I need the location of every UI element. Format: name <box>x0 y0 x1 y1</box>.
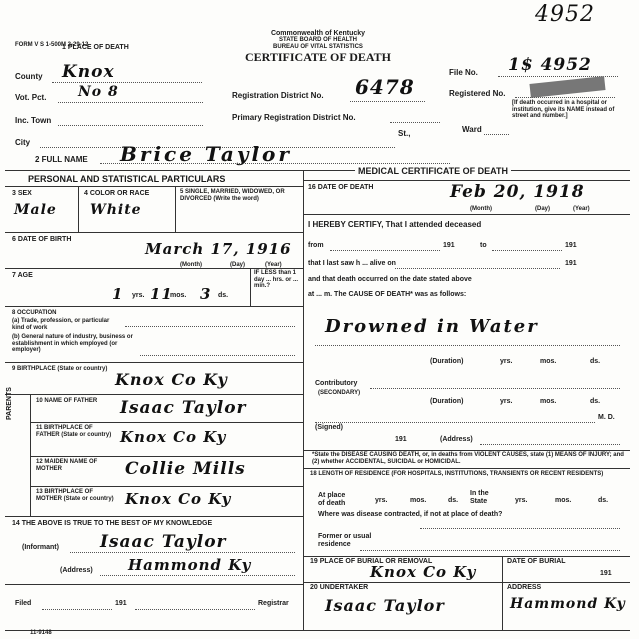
certify-text: I HEREBY CERTIFY, That I attended deceased <box>308 220 482 229</box>
burial-place-value: Knox Co Ky <box>370 563 477 581</box>
residence-mos-2: mos. <box>555 497 572 504</box>
if-less-note: IF LESS than 1 day ... hrs. or ... min.? <box>254 270 299 290</box>
cause-footnote: *State the DISEASE CAUSING DEATH, or, in deaths from VIOLENT CAUSES, state (1) MEANS OF INJURY; and (2) whether ACCIDENTAL, SUICIDAL or HOMICIDAL. <box>312 452 624 465</box>
marital-label: 5 SINGLE, MARRIED, WIDOWED, OR DIVORCED (Write the word) <box>180 189 285 202</box>
color-label: 4 COLOR OR RACE <box>84 190 150 197</box>
primary-registration-label: Primary Registration District No. <box>232 113 356 122</box>
death-day-caption: (Day) <box>535 206 551 212</box>
full-name-value: Brice Taylor <box>120 142 292 166</box>
duration-yrs-1: yrs. <box>500 358 513 365</box>
registered-no-scribble <box>529 76 605 98</box>
from-year: 191 <box>443 242 455 249</box>
informant-value: Isaac Taylor <box>100 532 227 552</box>
duration-mos-1: mos. <box>540 358 557 365</box>
filed-year: 191 <box>115 600 127 607</box>
to-year: 191 <box>565 242 577 249</box>
inc-town-label: Inc. Town <box>15 116 52 125</box>
duration-ds-1: ds. <box>590 358 601 365</box>
duration-mos-2: mos. <box>540 398 557 405</box>
sex-value: Male <box>14 202 57 218</box>
mother-birthplace-value: Knox Co Ky <box>125 490 232 508</box>
undertaker-address-value: Hammond Ky <box>510 596 626 612</box>
footer-code: 11-9148 <box>30 630 52 636</box>
county-value: Knox <box>62 62 115 82</box>
medical-heading: MEDICAL CERTIFICATE OF DEATH <box>355 166 511 176</box>
undertaker-label: 20 UNDERTAKER <box>310 584 369 591</box>
occupation-a: (a) Trade, profession, or particular kind of work <box>12 318 110 331</box>
signed-year: 191 <box>395 436 407 443</box>
street-label: St., <box>398 129 411 138</box>
dob-month-caption: (Month) <box>180 262 202 268</box>
birthplace-value: Knox Co Ky <box>115 370 228 389</box>
file-no-value: 1$ 4952 <box>508 55 592 75</box>
last-saw-year: 191 <box>565 260 577 267</box>
medical-address-label: (Address) <box>440 436 473 443</box>
full-name-label: 2 FULL NAME <box>35 155 88 164</box>
age-years: 1 <box>112 285 124 303</box>
place-of-death-heading: 1 PLACE OF DEATH <box>62 44 129 51</box>
file-no-label: File No. <box>449 68 478 77</box>
burial-place-label: 19 PLACE OF BURIAL OR REMOVAL <box>310 558 433 565</box>
occupation-label: 8 OCCUPATION <box>12 310 57 316</box>
age-label: 7 AGE <box>12 272 33 279</box>
registered-no-label: Registered No. <box>449 89 506 98</box>
date-of-death-label: 16 DATE OF DEATH <box>308 184 374 191</box>
md-label: M. D. <box>598 414 615 421</box>
vot-pct-value: No 8 <box>78 84 119 100</box>
registration-district-label: Registration District No. <box>232 91 324 100</box>
dob-label: 6 DATE OF BIRTH <box>12 236 72 243</box>
from-label: from <box>308 242 324 249</box>
to-label: to <box>480 242 487 249</box>
at-place-label: At place of death <box>318 492 346 507</box>
dob-year-caption: (Year) <box>265 262 282 268</box>
residence-yrs-1: yrs. <box>375 497 388 504</box>
mother-birthplace-label: 13 BIRTHPLACE OF MOTHER (State or country) <box>36 489 114 502</box>
hospital-note: [If death occurred in a hospital or institution, give its NAME instead of street and number.] <box>512 100 615 120</box>
age-mos-unit: mos. <box>170 292 187 299</box>
death-occurred-text: and that death occurred on the date stated above <box>308 276 472 283</box>
last-saw-label: that I last saw h ... alive on <box>308 260 396 267</box>
duration-yrs-2: yrs. <box>500 398 513 405</box>
residence-yrs-2: yrs. <box>515 497 528 504</box>
color-value: White <box>90 202 142 218</box>
certificate-header <box>218 30 418 65</box>
certificate-number-handwritten: 4952 <box>535 2 595 27</box>
secondary-caption: (SECONDARY) <box>318 390 361 396</box>
residence-ds-1: ds. <box>448 497 459 504</box>
address-value: Hammond Ky <box>128 556 252 574</box>
age-ds-unit: ds. <box>218 292 229 299</box>
dob-day-caption: (Day) <box>230 262 246 268</box>
ward-label: Ward <box>462 125 482 134</box>
date-of-death-value: Feb 20, 1918 <box>450 182 585 202</box>
parents-side-label: PARENTS <box>6 387 13 420</box>
date-of-burial-label: DATE OF BURIAL <box>507 558 566 565</box>
registration-district-value: 6478 <box>355 75 415 99</box>
cause-of-death-value: Drowned in Water <box>325 316 539 337</box>
contributory-label: Contributory <box>315 380 358 387</box>
cause-intro: at ... m. The CAUSE OF DEATH* was as follows: <box>308 291 467 298</box>
former-residence-label: Former or usual residence <box>318 533 372 548</box>
residence-label: 18 LENGTH OF RESIDENCE (FOR HOSPITALS, INSTITUTIONS, TRANSIENTS OR RECENT RESIDENTS) <box>310 471 604 477</box>
vot-pct-label: Vot. Pct. <box>15 93 47 102</box>
mother-name-value: Collie Mills <box>125 459 246 479</box>
age-yrs-unit: yrs. <box>132 292 145 299</box>
duration-label-1: (Duration) <box>430 358 464 365</box>
certificate-title: CERTIFICATE OF DEATH <box>244 50 392 65</box>
mother-name-label: 12 MAIDEN NAME OF MOTHER <box>36 459 98 472</box>
city-label: City <box>15 138 31 147</box>
age-months: 11 <box>150 285 173 303</box>
residence-mos-1: mos. <box>410 497 427 504</box>
father-name-value: Isaac Taylor <box>120 398 247 418</box>
duration-label-2: (Duration) <box>430 398 464 405</box>
birthplace-label: 9 BIRTHPLACE (State or country) <box>12 366 108 372</box>
residence-ds-2: ds. <box>598 497 609 504</box>
father-birthplace-label: 11 BIRTHPLACE OF FATHER (State or country) <box>36 425 112 438</box>
death-month-caption: (Month) <box>470 206 492 212</box>
filed-label: Filed <box>15 600 32 607</box>
sex-label: 3 SEX <box>12 190 32 197</box>
undertaker-address-label: ADDRESS <box>507 584 542 591</box>
signed-label: (Signed) <box>315 424 343 431</box>
bureau-line: BUREAU OF VITAL STATISTICS <box>273 43 363 50</box>
in-state-label: In the State <box>470 490 489 505</box>
form-code: FORM V S 1-500M 2-29-12 <box>15 42 89 48</box>
father-name-label: 10 NAME OF FATHER <box>36 398 98 404</box>
duration-ds-2: ds. <box>590 398 601 405</box>
registrar-label: Registrar <box>258 600 289 607</box>
informant-label: (Informant) <box>22 544 59 551</box>
date-of-burial-year: 191 <box>600 570 612 577</box>
undertaker-value: Isaac Taylor <box>325 596 445 615</box>
age-days: 3 <box>200 285 212 303</box>
personal-heading: PERSONAL AND STATISTICAL PARTICULARS <box>28 174 226 184</box>
commonwealth-line: Commonwealth of Kentucky <box>270 30 366 37</box>
where-contracted-label: Where was disease contracted, if not at place of death? <box>318 511 503 518</box>
occupation-b: (b) General nature of industry, business or establishment in which employed (or employer) <box>12 334 133 354</box>
death-year-caption: (Year) <box>573 206 590 212</box>
dob-value: March 17, 1916 <box>145 240 292 258</box>
board-line: STATE BOARD OF HEALTH <box>279 37 357 43</box>
father-birthplace-value: Knox Co Ky <box>120 428 227 446</box>
address-label: (Address) <box>60 567 93 574</box>
county-label: County <box>15 72 43 81</box>
true-statement: 14 THE ABOVE IS TRUE TO THE BEST OF MY KNOWLEDGE <box>12 520 213 527</box>
